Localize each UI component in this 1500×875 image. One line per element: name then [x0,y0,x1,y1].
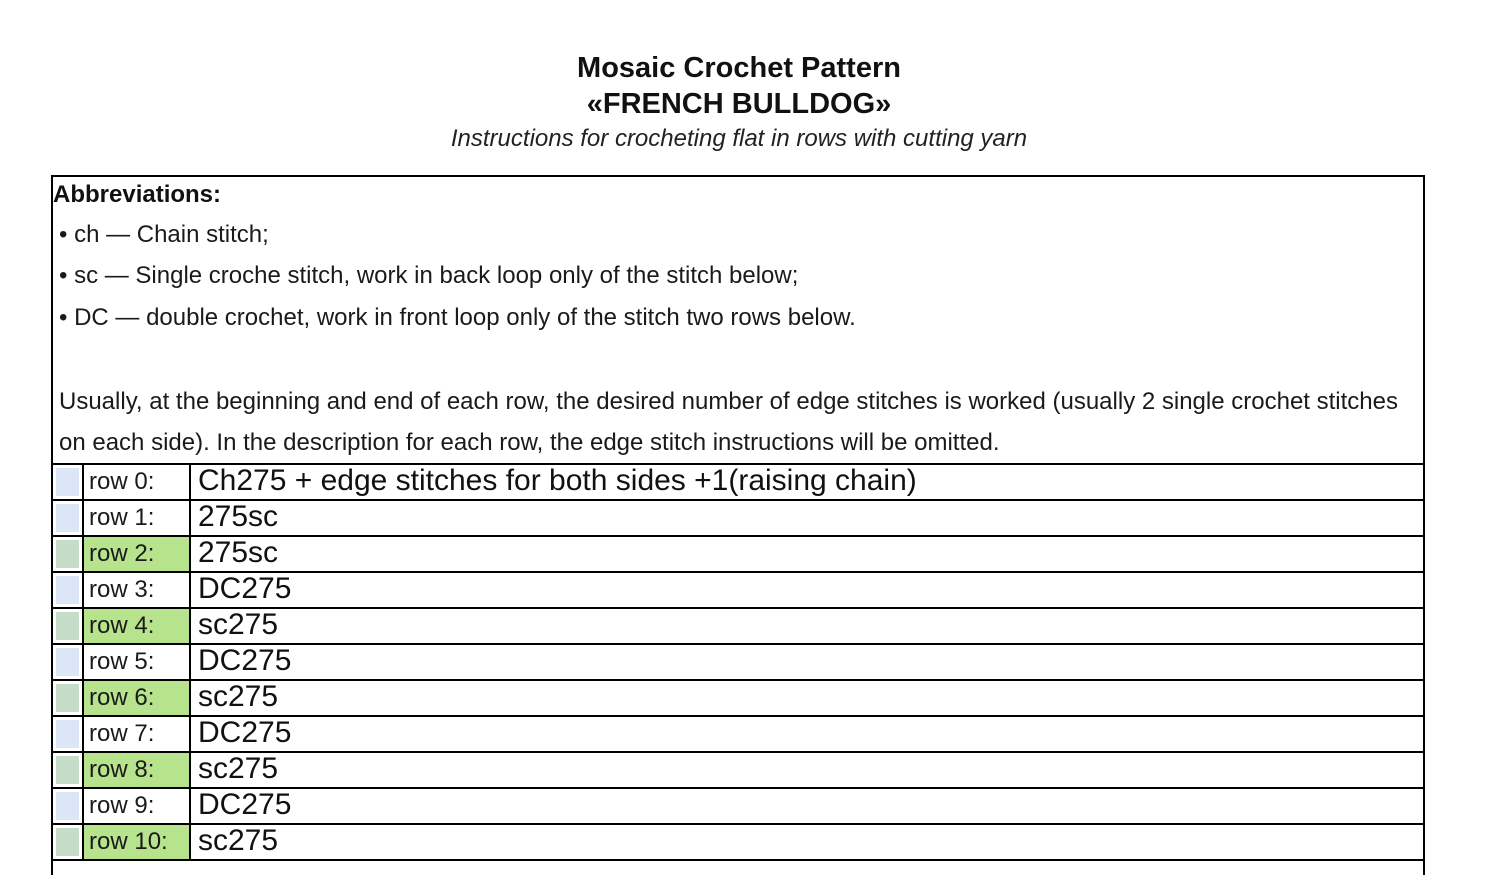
row-label: row 7: [84,717,191,751]
row-color-swatch [56,468,79,496]
row-label: row 10: [84,825,191,859]
row-label: row 0: [84,465,191,499]
table-row [53,537,1423,573]
table-row [53,789,1423,825]
row-instruction: sc275 [198,825,279,857]
table-row [53,501,1423,537]
row-color-swatch [56,612,79,640]
row-color-cell [53,465,84,499]
table-row [53,681,1423,717]
row-color-swatch [56,684,79,712]
row-instruction: DC275 [198,789,292,821]
row-color-cell [53,825,84,859]
row-instruction: sc275 [198,681,279,713]
abbreviation-dc: • DC — double crochet, work in front loop only of the stitch two rows below. [59,304,856,331]
row-color-swatch [56,504,79,532]
row-color-cell [53,645,84,679]
row-color-cell [53,501,84,535]
row-color-swatch [56,756,79,784]
row-label: row 3: [84,573,191,607]
table-row [53,465,1423,501]
row-label: row 5: [84,645,191,679]
abbreviation-ch: • ch — Chain stitch; [59,221,269,248]
pattern-subtitle: «FRENCH BULLDOG» [586,88,892,120]
row-color-swatch [56,648,79,676]
row-color-swatch [56,540,79,568]
pattern-header [0,50,1478,156]
abbreviation-sc: • sc — Single croche stitch, work in back loop only of the stitch below; [59,262,799,289]
row-instruction: Ch275 + edge stitches for both sides +1(raising chain) [198,465,917,497]
row-instruction: DC275 [198,573,292,605]
row-label: row 9: [84,789,191,823]
abbreviations-heading: Abbreviations: [53,181,222,208]
table-row [53,753,1423,789]
row-instruction: sc275 [198,609,279,641]
row-list [53,465,1423,861]
pattern-title: Mosaic Crochet Pattern [577,52,901,84]
row-color-cell [53,609,84,643]
row-label: row 4: [84,609,191,643]
row-label: row 8: [84,753,191,787]
edge-stitch-note: Usually, at the beginning and end of each row, the desired number of edge stitches is worked (usually 2 single crochet stitches on each side). In the description for each row, the edge stitch instructions will be omitted. [59,388,1398,456]
table-row [53,573,1423,609]
row-color-cell [53,573,84,607]
row-label: row 6: [84,681,191,715]
row-color-cell [53,789,84,823]
pattern-table [51,175,1425,875]
row-color-swatch [56,828,79,856]
row-color-cell [53,537,84,571]
row-color-swatch [56,720,79,748]
row-label: row 1: [84,501,191,535]
row-instruction: DC275 [198,717,292,749]
row-instruction: 275sc [198,501,279,533]
row-color-cell [53,753,84,787]
row-color-swatch [56,576,79,604]
row-color-swatch [56,792,79,820]
table-row [53,825,1423,861]
row-label: row 2: [84,537,191,571]
row-instruction: sc275 [198,753,279,785]
row-color-cell [53,717,84,751]
row-instruction: DC275 [198,645,292,677]
table-row [53,609,1423,645]
pattern-instructions: Instructions for crocheting flat in rows with cutting yarn [450,125,1028,152]
table-row [53,645,1423,681]
table-row [53,717,1423,753]
abbreviations-section [53,177,1423,465]
row-color-cell [53,681,84,715]
row-instruction: 275sc [198,537,279,569]
